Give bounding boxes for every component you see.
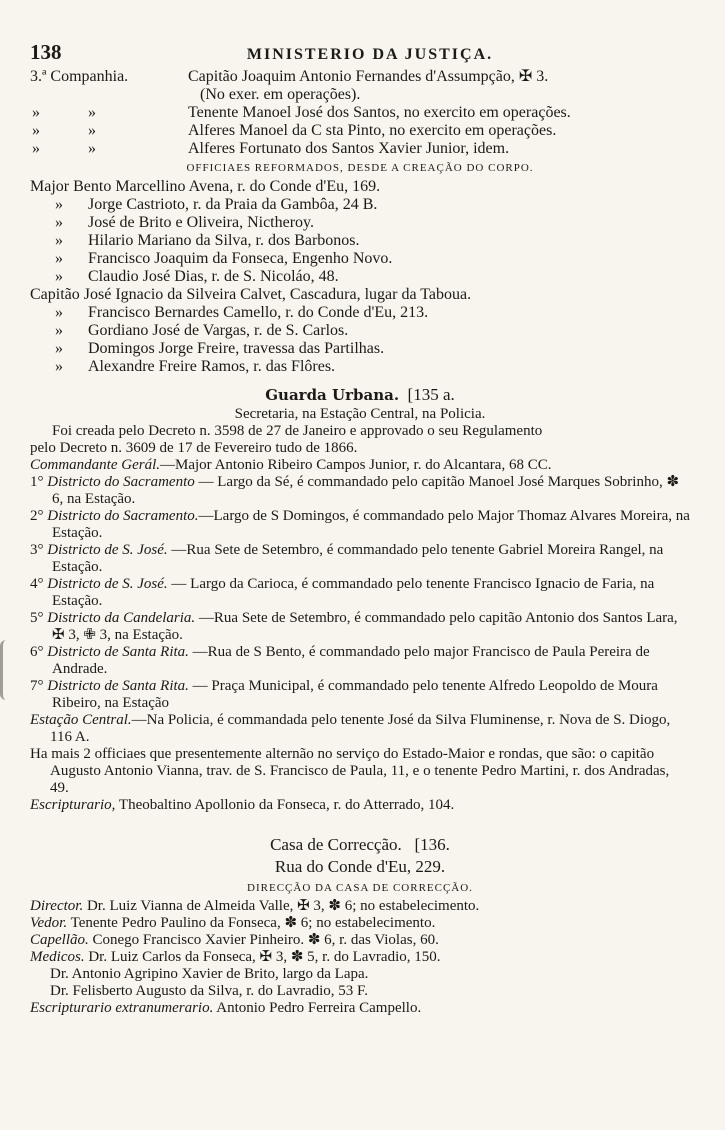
major-row	[30, 232, 690, 250]
medico-row: Dr. Antonio Agripino Xavier de Brito, largo da Lapa.	[50, 966, 369, 982]
companhia-line-1	[30, 68, 690, 86]
casa-capellao	[30, 932, 690, 949]
district-name: Districto de Santa Rita.	[47, 644, 189, 660]
quote-mark: »	[88, 104, 96, 121]
estacao-label: Estação Central.	[30, 712, 132, 728]
quote-mark: »	[88, 122, 96, 139]
capitao-row-text: Gordiano José de Vargas, r. de S. Carlos.	[88, 322, 349, 339]
page-number: 138	[30, 40, 62, 64]
district-entry	[30, 542, 690, 576]
director-text: Dr. Luiz Vianna de Almeida Valle, ✠ 3, ✽ 6; no estabelecimento.	[83, 898, 480, 914]
capitao-row-text: Alexandre Freire Ramos, r. das Flôres.	[88, 358, 336, 375]
guarda-secretaria: Secretaria, na Estação Central, na Policia.	[234, 406, 486, 422]
capitao-row	[30, 304, 690, 322]
capellao-label: Capellão.	[30, 932, 89, 948]
district-entry	[30, 508, 690, 542]
guarda-commandante	[30, 457, 690, 474]
medicos-label: Medicos.	[30, 949, 85, 965]
casa-title-row	[30, 834, 690, 856]
officiaes-heading: OFFICIAES REFORMADOS, DESDE A CREAÇÃO DO CORPO.	[186, 162, 534, 174]
guarda-intro-2: pelo Decreto n. 3609 de 17 de Fevereiro tudo de 1866.	[30, 440, 358, 456]
quote-mark: »	[55, 214, 63, 231]
district-entry	[30, 474, 690, 508]
major-row	[30, 214, 690, 232]
quote-mark: »	[55, 358, 63, 375]
district-text: —Rua Sete de Setembro, é commandado pelo capitão Antonio dos Santos Lara, ✠ 3, ✙ 3, na Estação.	[52, 610, 678, 643]
commandante-text: —Major Antonio Ribeiro Campos Junior, r. do Alcantara, 68 CC.	[160, 457, 552, 473]
casa-address: Rua do Conde d'Eu, 229.	[274, 857, 446, 876]
district-number: 1°	[30, 474, 44, 490]
quote-mark: »	[32, 140, 40, 157]
district-number: 4°	[30, 576, 44, 592]
district-number: 6°	[30, 644, 44, 660]
major-row-text: Bento Marcellino Avena, r. do Conde d'Eu, 169.	[73, 178, 381, 195]
district-name: Districto de S. José.	[47, 576, 168, 592]
major-row-text: Jorge Castrioto, r. da Praia da Gambôa, 24 B.	[88, 196, 378, 213]
quote-mark: »	[55, 268, 63, 285]
capellao-text: Conego Francisco Xavier Pinheiro. ✽ 6, r. das Violas, 60.	[88, 932, 439, 948]
companhia-captain: Capitão Joaquim Antonio Fernandes d'Assumpção, ✠ 3.	[188, 68, 549, 85]
major-row	[30, 268, 690, 286]
casa-medicos	[30, 949, 690, 966]
director-label: Director.	[30, 898, 84, 914]
guarda-title-row	[30, 384, 690, 406]
companhia-row-text: Alferes Manoel da C sta Pinto, no exercito em operações.	[188, 122, 557, 139]
casa-heading: DIRECÇÃO DA CASA DE CORRECÇÃO.	[247, 882, 473, 894]
district-entry	[30, 644, 690, 678]
capitao-row	[30, 358, 690, 376]
vedor-label: Vedor.	[30, 915, 68, 931]
district-text: — Largo da Carioca, é commandado pelo tenente Francisco Ignacio de Faria, na Estação.	[52, 576, 655, 609]
escripturario-text: Antonio Pedro Ferreira Campello.	[213, 1000, 422, 1016]
medicos-text: Dr. Luiz Carlos da Fonseca, ✠ 3, ✽ 5, r. do Lavradio, 150.	[84, 949, 441, 965]
escripturario-label: Escripturario,	[30, 797, 116, 813]
commandante-label: Commandante Gerál.	[30, 457, 160, 473]
companhia-line-2: (No exer. em operações).	[200, 86, 361, 103]
quote-mark: »	[32, 122, 40, 139]
margin-bracket-mark	[0, 640, 17, 700]
district-name: Districto de S. José.	[47, 542, 168, 558]
casa-director	[30, 898, 690, 915]
casa-ref: [136.	[414, 835, 450, 854]
major-row	[30, 178, 690, 196]
capitao-row-text: Francisco Bernardes Camello, r. do Conde d'Eu, 213.	[88, 304, 429, 321]
quote-mark: »	[55, 232, 63, 249]
companhia-label: 3.ª Companhia.	[30, 68, 129, 85]
estacao-text: —Na Policia, é commandada pelo tenente José da Silva Fluminense, r. Nova de S. Diogo, 116 A.	[50, 712, 671, 745]
page	[30, 40, 690, 1017]
major-row-text: Claudio José Dias, r. de S. Nicoláo, 48.	[88, 268, 339, 285]
guarda-intro-1: Foi creada pelo Decreto n. 3598 de 27 de Janeiro e approvado o seu Regulamento	[52, 423, 543, 439]
district-entry	[30, 678, 690, 712]
major-label: Major	[30, 178, 70, 195]
officiaes-section	[30, 158, 690, 376]
medico-row: Dr. Felisberto Augusto da Silva, r. do Lavradio, 53 F.	[50, 983, 368, 999]
quote-mark: »	[32, 104, 40, 121]
district-number: 3°	[30, 542, 44, 558]
major-row-text: José de Brito e Oliveira, Nictheroy.	[88, 214, 315, 231]
companhia-row	[30, 122, 690, 140]
casa-escripturario	[30, 1000, 690, 1017]
quote-mark: »	[55, 196, 63, 213]
casa-title: Casa de Correcção.	[270, 835, 402, 854]
escripturario-text: Theobaltino Apollonio da Fonseca, r. do Atterrado, 104.	[115, 797, 455, 813]
capitao-row	[30, 322, 690, 340]
major-row	[30, 250, 690, 268]
district-text: —Largo de S Domingos, é commandado pelo Major Thomaz Alvares Moreira, na Estação.	[52, 508, 690, 541]
quote-mark: »	[88, 140, 96, 157]
companhia-row-text: Alferes Fortunato dos Santos Xavier Junior, idem.	[188, 140, 510, 157]
casa-vedor	[30, 915, 690, 932]
district-number: 2°	[30, 508, 44, 524]
district-name: Districto do Sacramento.	[47, 508, 199, 524]
escripturario-label: Escripturario extranumerario.	[30, 1000, 214, 1016]
companhia-row	[30, 104, 690, 122]
capitao-row	[30, 340, 690, 358]
district-number: 5°	[30, 610, 44, 626]
capitao-row: Capitão José Ignacio da Silveira Calvet, Cascadura, lugar da Taboua.	[30, 286, 472, 303]
district-name: Districto de Santa Rita.	[47, 678, 189, 694]
page-title: MINISTERIO DA JUSTIÇA.	[246, 46, 494, 63]
guarda-officiaes: Ha mais 2 officiaes que presentemente alternão no serviço do Estado-Maior e rondas, que são: o capitão Augusto Antonio Vianna, trav. de S. Francisco de Paula, 11, e o tenente Pedro Martini, r. dos Andradas, 49.	[30, 746, 670, 796]
district-text: —Rua de S Bento, é commandado pelo major Francisco de Paula Pereira de Andrade.	[52, 644, 650, 677]
estacao-central	[30, 712, 690, 746]
guarda-urbana-section	[30, 384, 690, 814]
quote-mark: »	[55, 340, 63, 357]
quote-mark: »	[55, 250, 63, 267]
major-row-text: Francisco Joaquim da Fonseca, Engenho Novo.	[88, 250, 393, 267]
companhia-row	[30, 140, 690, 158]
major-row	[30, 196, 690, 214]
guarda-ref: [135 a.	[407, 385, 455, 404]
quote-mark: »	[55, 304, 63, 321]
page-header	[30, 40, 690, 68]
capitao-row-text: Domingos Jorge Freire, travessa das Partilhas.	[88, 340, 385, 357]
companhia-row-text: Tenente Manoel José dos Santos, no exercito em operações.	[188, 104, 571, 121]
district-text: —Rua Sete de Setembro, é commandado pelo tenente Gabriel Moreira Rangel, na Estação.	[52, 542, 664, 575]
district-number: 7°	[30, 678, 44, 694]
casa-correccao-section	[30, 834, 690, 1017]
major-row-text: Hilario Mariano da Silva, r. dos Barbonos.	[88, 232, 360, 249]
district-text: — Praça Municipal, é commandado pelo tenente Alfredo Leopoldo de Moura Ribeiro, na Estação	[52, 678, 658, 711]
quote-mark: »	[55, 322, 63, 339]
guarda-escripturario	[30, 797, 690, 814]
vedor-text: Tenente Pedro Paulino da Fonseca, ✽ 6; no estabelecimento.	[67, 915, 436, 931]
district-name: Districto da Candelaria.	[47, 610, 196, 626]
district-text: — Largo da Sé, é commandado pelo capitão Manoel José Marques Sobrinho, ✽ 6, na Estação.	[52, 474, 680, 507]
guarda-title: Guarda Urbana.	[265, 386, 400, 404]
district-entry	[30, 576, 690, 610]
companhia-section	[30, 68, 690, 158]
district-entry	[30, 610, 690, 644]
district-name: Districto do Sacramento	[47, 474, 195, 490]
